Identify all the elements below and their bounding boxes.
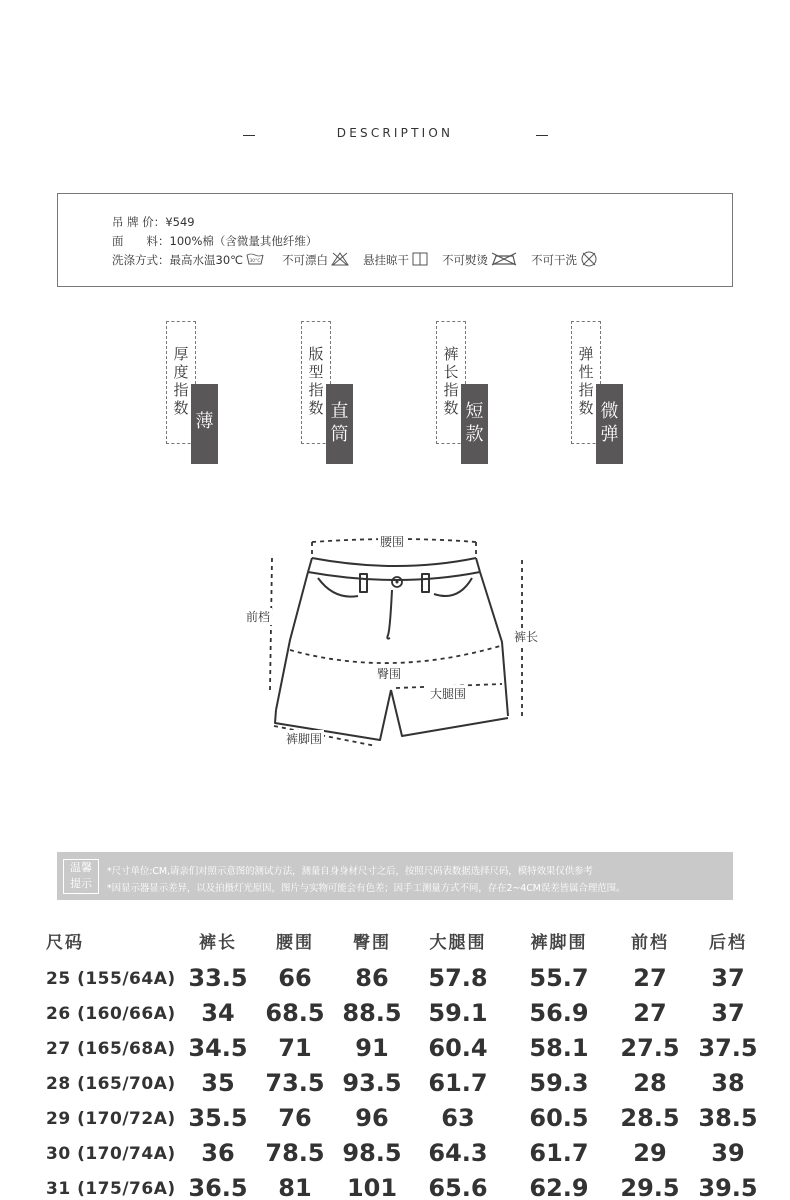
- table-cell: 27: [633, 964, 667, 992]
- table-header-cell: 大腿围: [429, 933, 487, 953]
- table-cell: 34: [201, 999, 235, 1027]
- price-label: 吊 牌 价：: [112, 215, 166, 229]
- table-cell: 62.9: [529, 1174, 589, 1200]
- table-cell: 37.5: [698, 1034, 758, 1062]
- size-label-cell: 29 (170/72A): [46, 1109, 176, 1129]
- size-label-cell: 25 (155/64A): [46, 969, 176, 989]
- care-item-no-dry-clean: [531, 251, 598, 270]
- table-header-cell: 尺码: [46, 933, 84, 953]
- table-header-cell: 裤长: [199, 933, 237, 953]
- wash-30-icon: [246, 252, 264, 269]
- table-cell: 28: [633, 1069, 667, 1097]
- table-cell: 58.1: [529, 1034, 589, 1062]
- table-header-cell: 臀围: [353, 933, 391, 953]
- index-stretch: [571, 321, 631, 466]
- tip-bar: [57, 852, 733, 900]
- table-header-cell: 后档: [709, 933, 747, 953]
- table-cell: 35.5: [188, 1104, 248, 1132]
- tip-text-line2: *因显示器显示差异，以及拍摄灯光原因，图片与实物可能会有色差；因手工测量方式不同，存在2~4CM误差皆属合理范围。: [107, 883, 626, 894]
- table-cell: 39: [711, 1139, 745, 1167]
- tip-text-line1: *尺寸单位:CM,请亲们对照示意图的测试方法，测量自身身材尺寸之后，按照尺码表数据选择尺码，模特效果仅供参考: [107, 866, 593, 877]
- table-cell: 65.6: [428, 1174, 488, 1200]
- table-cell: 29: [633, 1139, 667, 1167]
- table-cell: 91: [355, 1034, 389, 1062]
- index-value: 微弹: [596, 384, 623, 464]
- care-wash-text: 最高水温30℃: [169, 253, 244, 267]
- care-item-no-iron: [442, 252, 517, 269]
- care-no-dry-clean-text: 不可干洗: [531, 253, 578, 267]
- table-cell: 28.5: [620, 1104, 680, 1132]
- table-cell: 98.5: [342, 1139, 402, 1167]
- table-cell: 38: [711, 1069, 745, 1097]
- page-title: DESCRIPTION: [336, 126, 454, 140]
- table-cell: 36: [201, 1139, 235, 1167]
- index-label: 裤长指数: [443, 345, 459, 417]
- care-item-no-bleach: [282, 252, 349, 269]
- table-cell: 61.7: [428, 1069, 488, 1097]
- size-label-cell: 31 (175/76A): [46, 1179, 176, 1199]
- table-row: [0, 1034, 790, 1064]
- table-cell: 37: [711, 964, 745, 992]
- waist-label: 腰围: [380, 535, 405, 549]
- index-length: [436, 321, 496, 466]
- shorts-measurement-diagram: [240, 530, 560, 755]
- table-cell: 37: [711, 999, 745, 1027]
- table-cell: 56.9: [529, 999, 589, 1027]
- care-hang-dry-text: 悬挂晾干: [363, 253, 410, 267]
- index-value: 直筒: [326, 384, 353, 464]
- table-cell: 59.1: [428, 999, 488, 1027]
- wash-icon-temp: 30°C: [249, 258, 261, 264]
- table-header-row: [0, 928, 790, 958]
- price-value: ¥549: [165, 215, 195, 229]
- table-header-cell: 前档: [631, 933, 669, 953]
- table-cell: 68.5: [265, 999, 325, 1027]
- tip-badge-line2: 提示: [70, 877, 92, 890]
- fabric-label: 面 料：: [112, 234, 170, 248]
- table-cell: 63: [441, 1104, 475, 1132]
- table-row: [0, 1174, 790, 1200]
- table-row: [0, 964, 790, 994]
- table-cell: 61.7: [529, 1139, 589, 1167]
- size-label-cell: 27 (165/68A): [46, 1039, 176, 1059]
- index-label: 弹性指数: [578, 345, 594, 417]
- size-label-cell: 30 (170/74A): [46, 1144, 176, 1164]
- no-iron-icon: [491, 252, 517, 269]
- table-cell: 96: [355, 1104, 389, 1132]
- table-row: [0, 999, 790, 1029]
- table-cell: 36.5: [188, 1174, 248, 1200]
- table-header-cell: 腰围: [276, 933, 314, 953]
- wash-line: [112, 252, 612, 268]
- hip-label: 臀围: [377, 667, 402, 681]
- index-fit: [301, 321, 361, 466]
- front-rise-label: 前档: [246, 610, 271, 624]
- index-label: 版型指数: [308, 345, 324, 417]
- table-cell: 57.8: [428, 964, 488, 992]
- fabric-line: [112, 233, 317, 249]
- table-cell: 78.5: [265, 1139, 325, 1167]
- table-row: [0, 1069, 790, 1099]
- index-thickness: [166, 321, 226, 466]
- fabric-value: 100%棉（含微量其他纤维）: [169, 234, 318, 248]
- table-header-cell: 裤脚围: [530, 933, 588, 953]
- table-cell: 55.7: [529, 964, 589, 992]
- table-cell: 66: [278, 964, 312, 992]
- table-cell: 71: [278, 1034, 312, 1062]
- index-label: 厚度指数: [173, 345, 189, 417]
- table-row: [0, 1139, 790, 1169]
- table-cell: 27.5: [620, 1034, 680, 1062]
- hang-dry-icon: [412, 252, 428, 269]
- table-cell: 60.4: [428, 1034, 488, 1062]
- header-dash-right: [536, 135, 548, 136]
- index-value: 薄: [191, 384, 218, 464]
- table-cell: 34.5: [188, 1034, 248, 1062]
- table-cell: 33.5: [188, 964, 248, 992]
- table-cell: 81: [278, 1174, 312, 1200]
- table-cell: 39.5: [698, 1174, 758, 1200]
- table-cell: 76: [278, 1104, 312, 1132]
- size-label-cell: 28 (165/70A): [46, 1074, 176, 1094]
- tip-badge-line1: 温馨: [70, 861, 92, 874]
- length-label: 裤长: [514, 630, 539, 644]
- hem-label: 裤脚围: [286, 732, 323, 746]
- table-cell: 35: [201, 1069, 235, 1097]
- table-cell: 59.3: [529, 1069, 589, 1097]
- table-cell: 27: [633, 999, 667, 1027]
- wash-label: 洗涤方式：: [112, 253, 170, 267]
- table-cell: 88.5: [342, 999, 402, 1027]
- care-no-bleach-text: 不可漂白: [282, 253, 329, 267]
- table-cell: 60.5: [529, 1104, 589, 1132]
- table-cell: 93.5: [342, 1069, 402, 1097]
- table-cell: 101: [346, 1174, 398, 1200]
- product-info-box: [57, 193, 733, 287]
- size-label-cell: 26 (160/66A): [46, 1004, 176, 1024]
- care-item-wash: [170, 252, 265, 269]
- table-row: [0, 1104, 790, 1134]
- table-cell: 64.3: [428, 1139, 488, 1167]
- table-cell: 86: [355, 964, 389, 992]
- tip-badge: [63, 859, 99, 894]
- care-no-iron-text: 不可熨烫: [442, 253, 489, 267]
- table-cell: 38.5: [698, 1104, 758, 1132]
- description-header: [0, 126, 790, 146]
- care-item-hang-dry: [363, 252, 428, 269]
- no-bleach-icon: [331, 252, 349, 269]
- index-value: 短款: [461, 384, 488, 464]
- table-cell: 29.5: [620, 1174, 680, 1200]
- price-line: [112, 214, 195, 230]
- table-cell: 73.5: [265, 1069, 325, 1097]
- thigh-label: 大腿围: [430, 687, 467, 701]
- no-dry-clean-icon: [580, 251, 598, 270]
